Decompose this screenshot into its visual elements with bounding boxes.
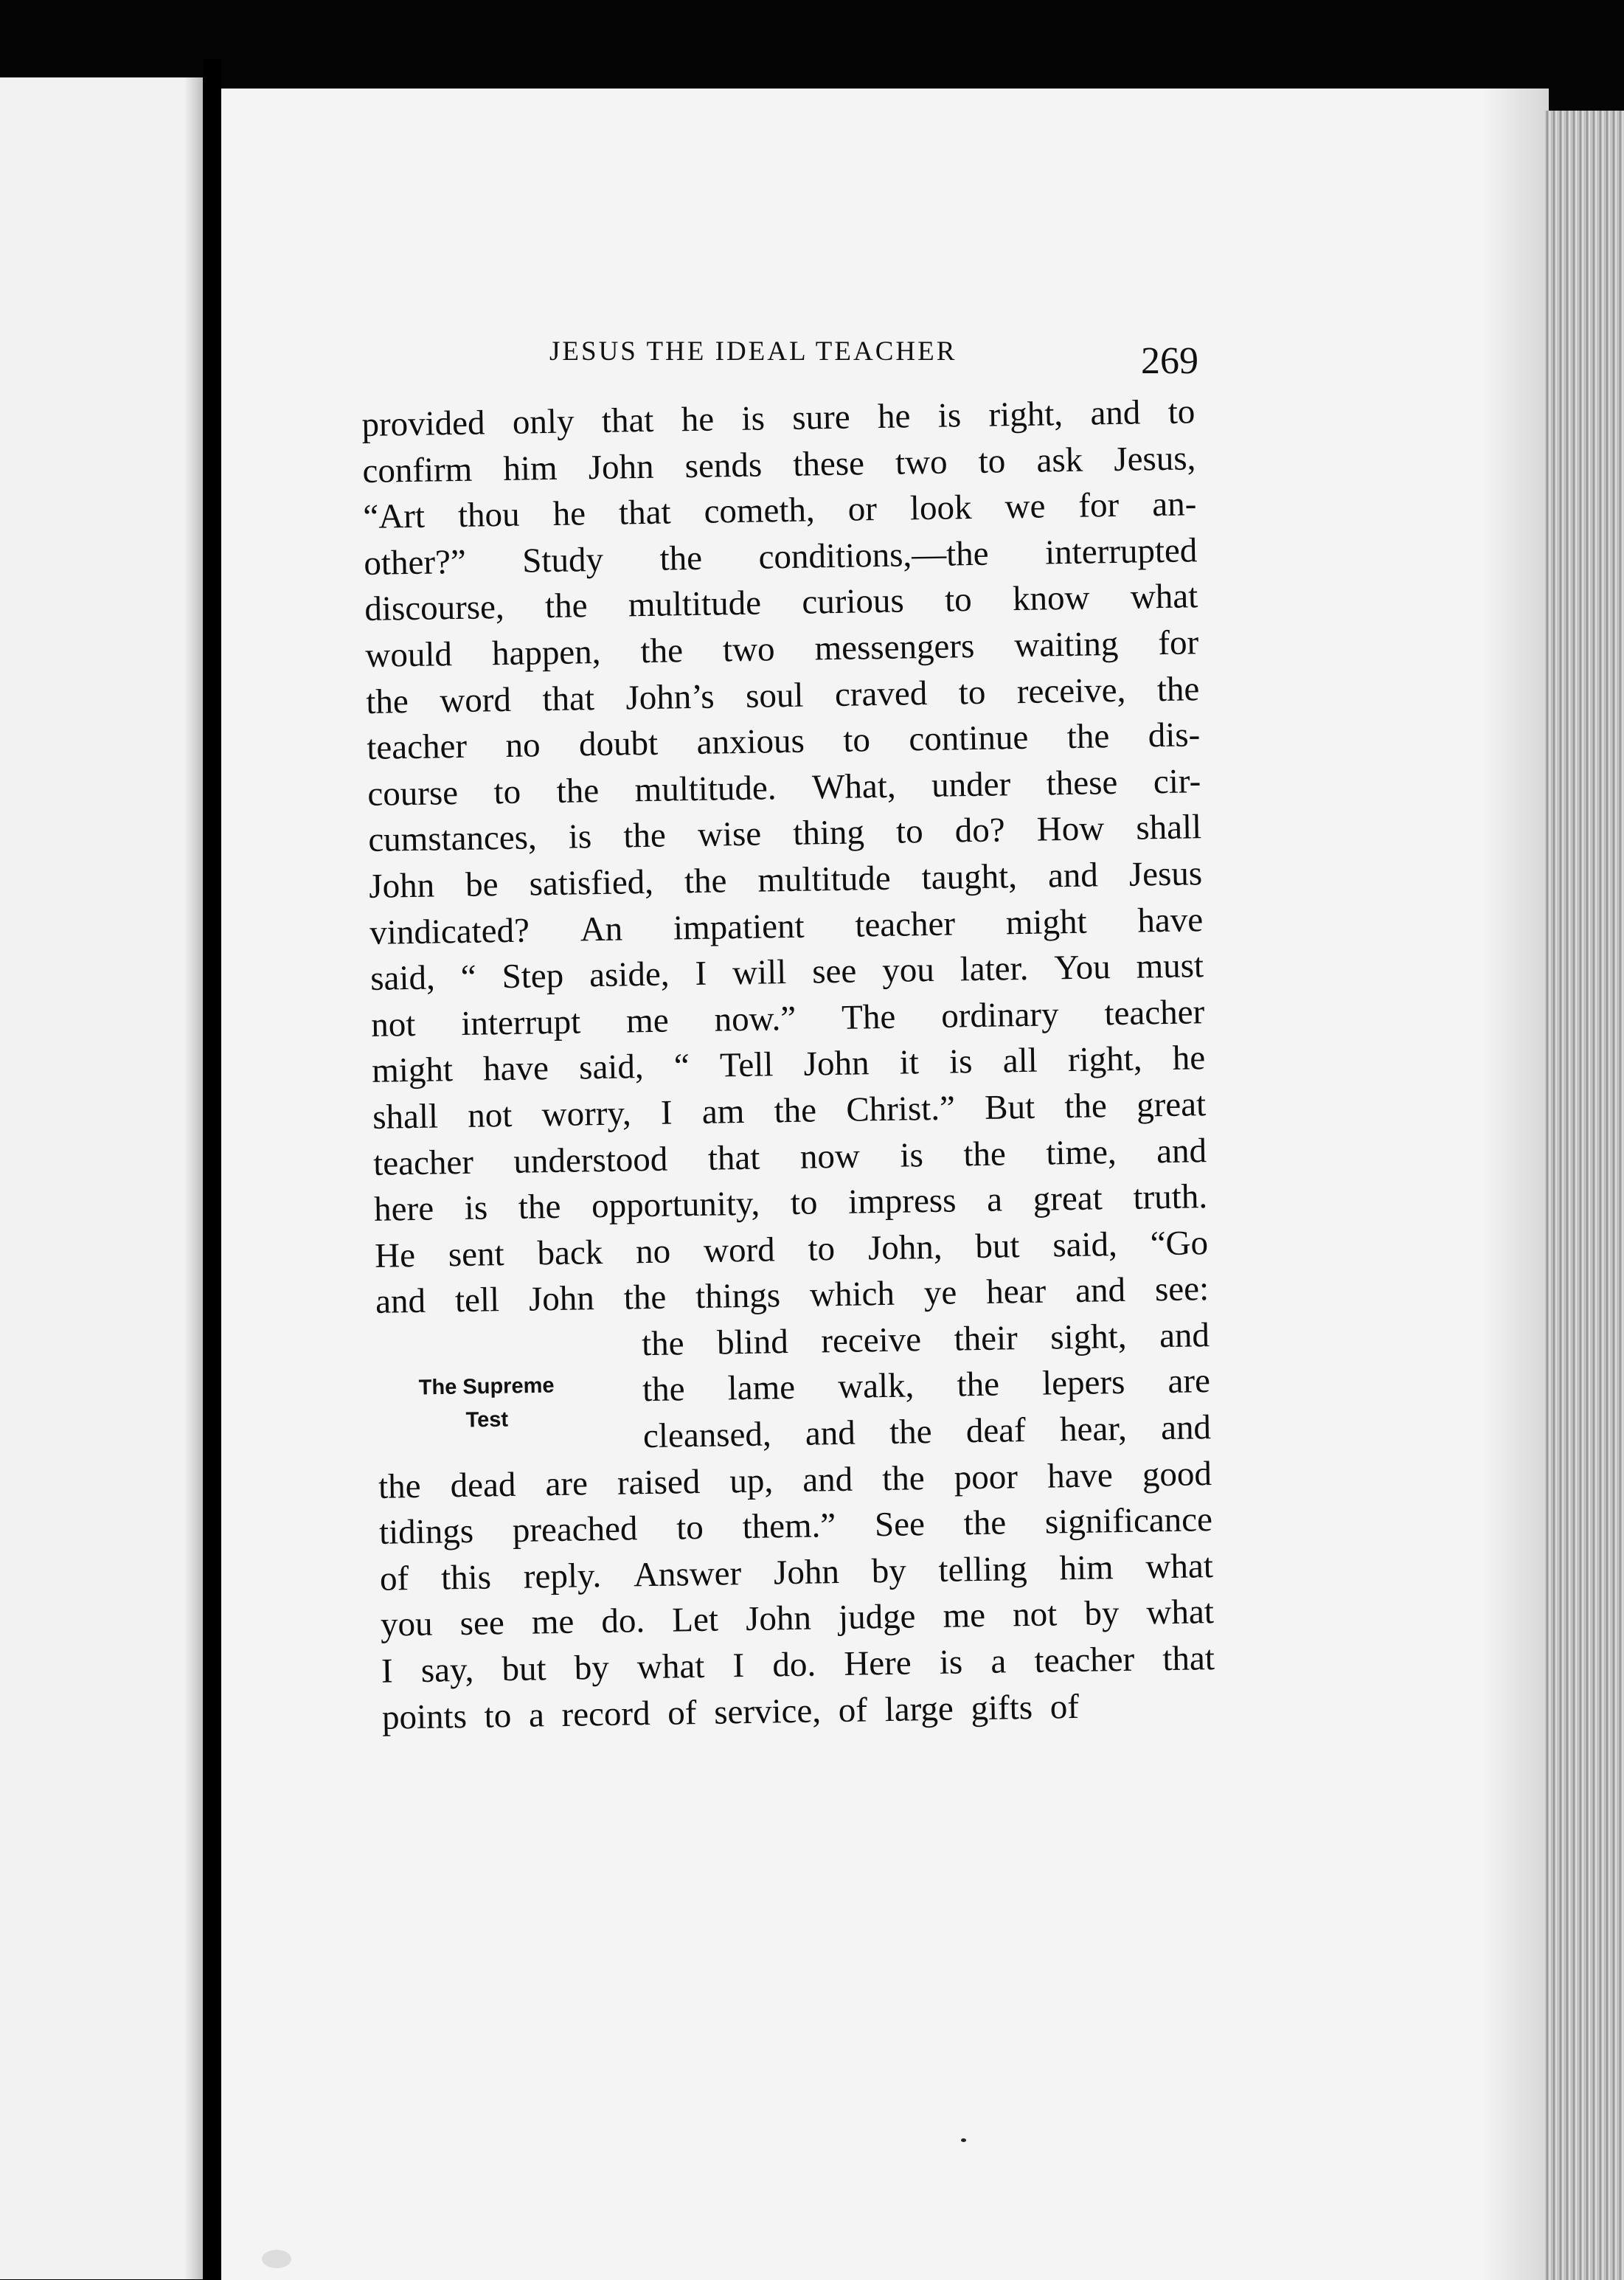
text-line: not interrupt me now.” The ordinary teacher: [370, 992, 1205, 1044]
text-line: the blind receive their sight, and: [641, 1315, 1210, 1364]
text-line: I say, but by what I do. Here is a teacher that: [381, 1639, 1215, 1691]
text-line: might have said, “ Tell John it is all right, he: [371, 1039, 1206, 1091]
scan-light-spot: [262, 2250, 291, 2268]
text-line: you see me do. Let John judge me not by what: [380, 1593, 1215, 1645]
text-line: teacher no doubt anxious to continue the dis-: [366, 715, 1201, 768]
text-line: He sent back no word to John, but said, “Go: [374, 1223, 1209, 1275]
text-line: tidings preached to them.” See the significance: [378, 1500, 1213, 1553]
text-line: course to the multitude. What, under these cir-: [367, 761, 1201, 814]
text-line: of this reply. Answer John by telling him what: [379, 1546, 1214, 1598]
text-line: would happen, the two messengers waiting for: [364, 623, 1199, 675]
text-line: cleansed, and the deaf hear, and: [642, 1408, 1212, 1456]
page-edges: [1545, 111, 1624, 2280]
sidenote-line: Test: [465, 1407, 509, 1432]
text-line: said, “ Step aside, I will see you later. You must: [369, 946, 1204, 999]
running-head: JESUS THE IDEAL TEACHER: [549, 336, 957, 367]
sidenote: [394, 1369, 579, 1438]
text-line: John be satisfied, the multitude taught, and Jesus: [368, 854, 1203, 906]
page-number: 269: [1141, 340, 1198, 382]
text-line: confirm him John sends these two to ask Jesus,: [362, 438, 1196, 491]
text-line: points to a record of service, of large gifts of: [381, 1687, 1080, 1737]
text-line: the dead are raised up, and the poor have good: [378, 1454, 1212, 1506]
sidenote-line: The Supreme: [418, 1373, 555, 1400]
text-line: discourse, the multitude curious to know what: [364, 577, 1198, 629]
text-line: provided only that he is sure he is right, and to: [361, 392, 1196, 444]
text-line: vindicated? An impatient teacher might have: [369, 900, 1204, 952]
text-line: “Art thou he that cometh, or look we for an-: [363, 485, 1197, 537]
left-page: [0, 77, 203, 2279]
text-line: here is the opportunity, to impress a great truth.: [373, 1177, 1208, 1229]
text-line: shall not worry, I am the Christ.” But the great: [372, 1085, 1207, 1137]
text-line: teacher understood that now is the time, and: [372, 1131, 1207, 1183]
print-speck: [961, 2138, 966, 2142]
text-line: other?” Study the conditions,—the interrupted: [364, 531, 1198, 583]
text-line: the lame walk, the lepers are: [642, 1362, 1211, 1410]
text-line: and tell John the things which ye hear and see:: [375, 1269, 1210, 1322]
text-line: the word that John’s soul craved to receive, the: [365, 669, 1200, 721]
right-page-shade: [1482, 89, 1549, 2280]
body-text: [361, 389, 1215, 1741]
book-gutter: [204, 59, 221, 2280]
text-line: cumstances, is the wise thing to do? How shall: [367, 808, 1202, 860]
